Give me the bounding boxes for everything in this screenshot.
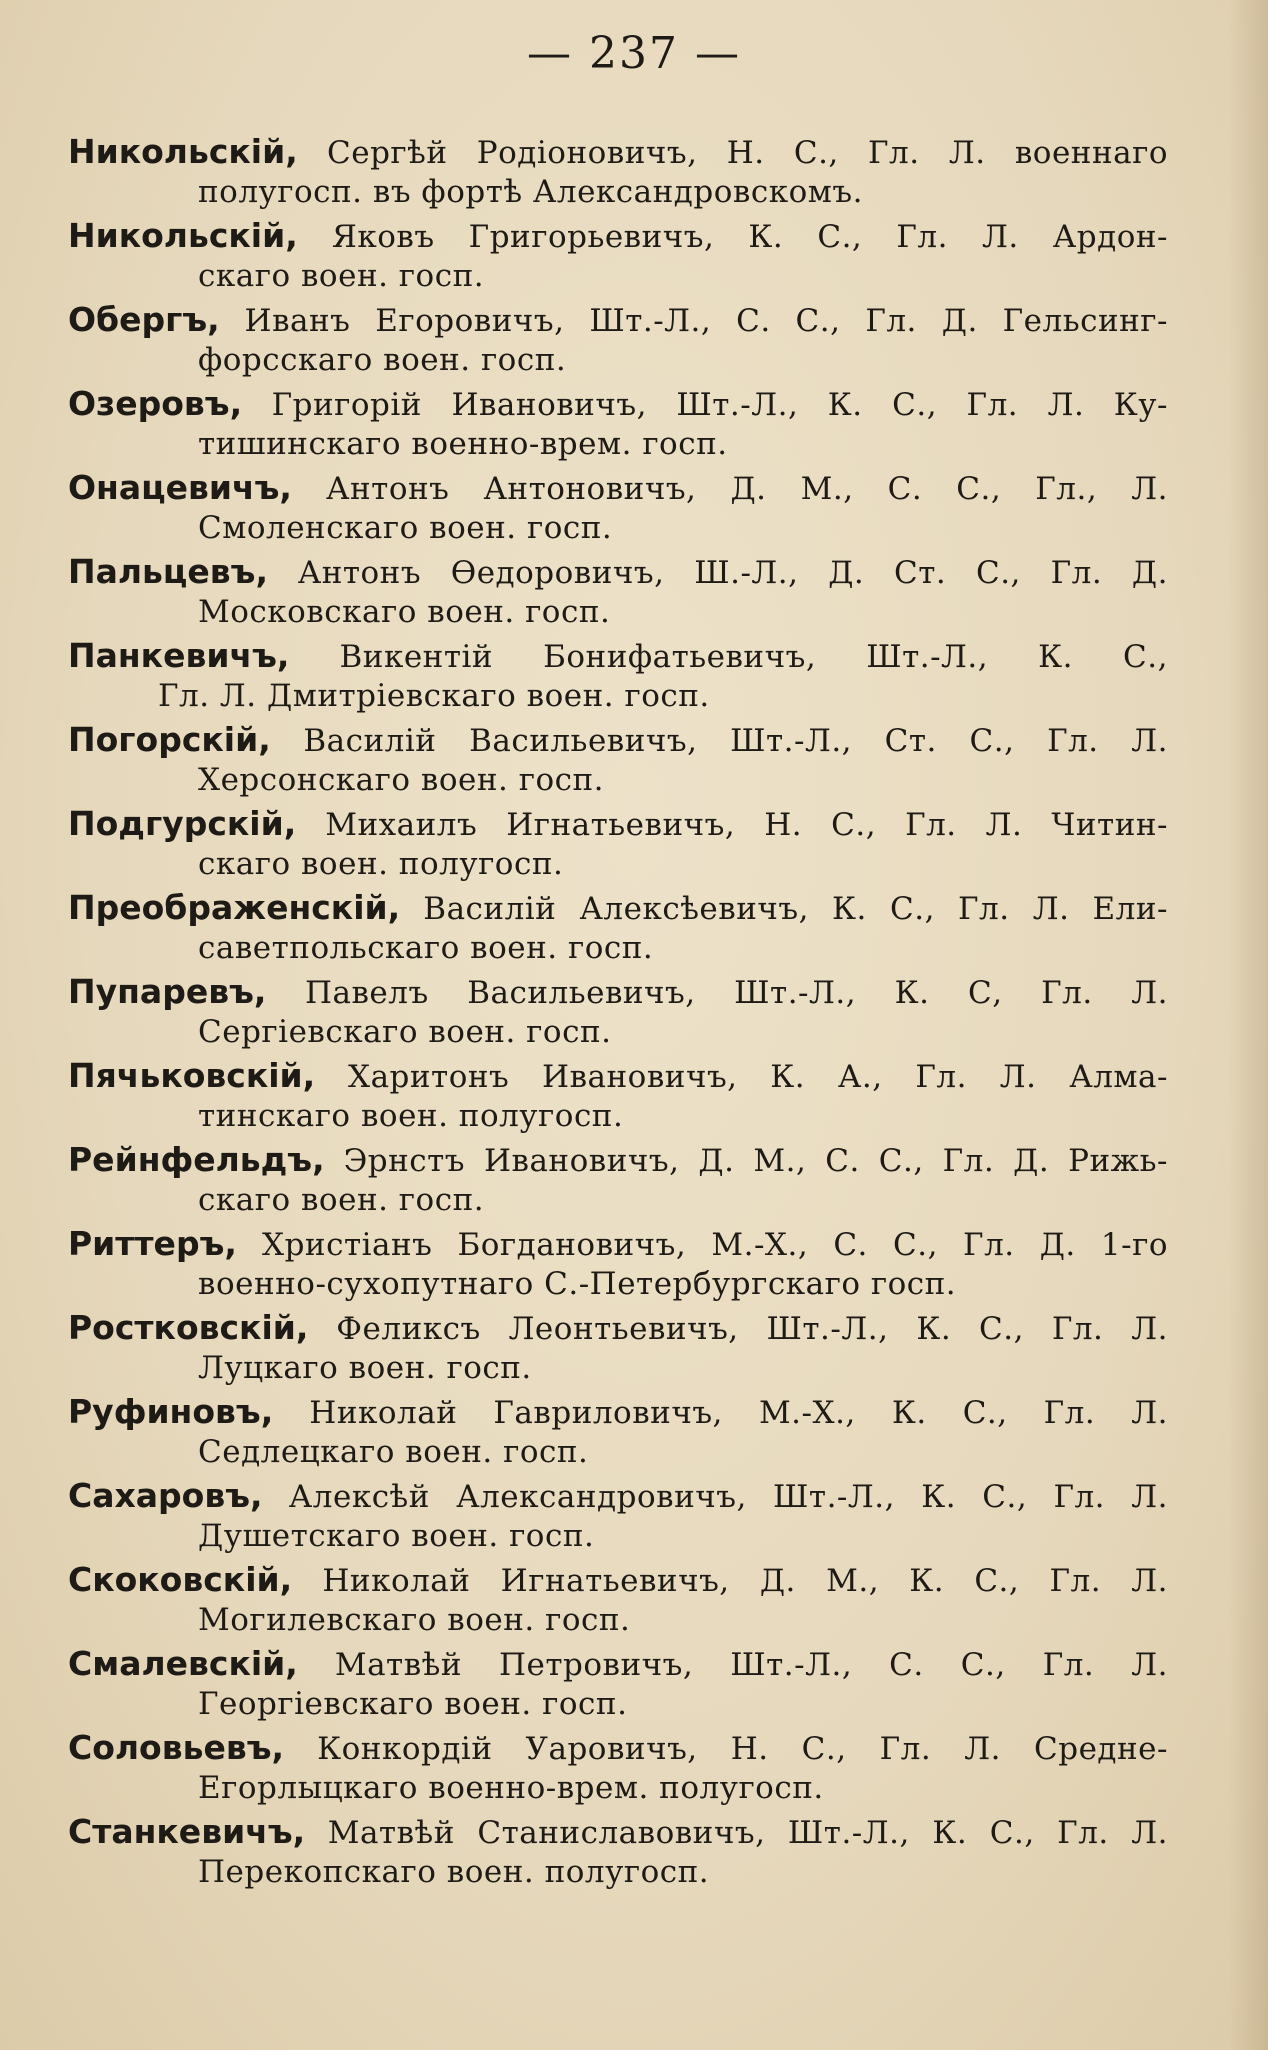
entry-line-1 [68, 1726, 1168, 1770]
surname: Станкевичъ, [68, 1812, 306, 1851]
entry-details: Алексѣй Александровичъ, Шт.-Л., К. С., Гл. Л. [262, 1479, 1168, 1515]
entry-line-1 [68, 718, 1168, 762]
entry-line-1 [68, 1390, 1168, 1434]
surname: Риттеръ, [68, 1224, 237, 1263]
entry-line-1 [68, 886, 1168, 930]
entry-line-1 [68, 466, 1168, 510]
entry-line-2: Херсонскаго воен. госп. [198, 762, 605, 798]
surname: Соловьевъ, [68, 1728, 285, 1767]
entry-details: Василій Алексѣевичъ, К. С., Гл. Л. Ели- [400, 891, 1168, 927]
entry-details: Николай Игнатьевичъ, Д. М., К. С., Гл. Л. [292, 1563, 1168, 1599]
entry-line-1 [68, 1222, 1168, 1266]
entry-line-2: Егорлыцкаго военно-врем. полугосп. [198, 1770, 824, 1806]
entry-line-2: Георгіевскаго воен. госп. [198, 1686, 628, 1722]
entry-line-2: тинскаго воен. полугосп. [198, 1098, 624, 1134]
surname: Обергъ, [68, 300, 220, 339]
entry-line-2: полугосп. въ фортѣ Александровскомъ. [198, 174, 863, 210]
entry-line-1 [68, 1642, 1168, 1686]
entry-details: Василій Васильевичъ, Шт.-Л., Ст. С., Гл. Л. [270, 723, 1168, 759]
entry-details: Иванъ Егоровичъ, Шт.-Л., С. С., Гл. Д. Гельсинг- [219, 303, 1168, 339]
entry-details: Антонъ Өедоровичъ, Ш.-Л., Д. Ст. С., Гл. Д. [267, 555, 1168, 591]
entry-line-2: Смоленскаго воен. госп. [198, 510, 613, 546]
page-number: — 237 — [527, 28, 741, 79]
entry-line-1 [68, 130, 1168, 174]
entry-line-1 [68, 214, 1168, 258]
surname: Подгурскій, [68, 804, 297, 843]
entry-line-1 [68, 1558, 1168, 1602]
surname: Никольскій, [68, 132, 298, 171]
entry-details: Антонъ Антоновичъ, Д. М., С. С., Гл., Л. [291, 471, 1168, 507]
entry-line-2: Могилевскаго воен. госп. [198, 1602, 631, 1638]
entry-line-2: скаго воен. госп. [198, 1182, 485, 1218]
entry-line-1 [68, 550, 1168, 594]
entry-line-2: скаго воен. полугосп. [198, 846, 564, 882]
entry-line-1 [68, 1306, 1168, 1350]
surname: Сахаровъ, [68, 1476, 263, 1515]
entry-details: Николай Гавриловичъ, М.-Х., К. С., Гл. Л. [273, 1395, 1168, 1431]
entry-line-2: Луцкаго воен. госп. [198, 1350, 532, 1386]
entry-details: Харитонъ Ивановичъ, К. А., Гл. Л. Алма- [315, 1059, 1168, 1095]
entry-line-1 [68, 1138, 1168, 1182]
surname: Пячьковскій, [68, 1056, 316, 1095]
entry-line-2: Душетскаго воен. госп. [198, 1518, 595, 1554]
entry-line-1 [68, 802, 1168, 846]
entry-line-1 [68, 634, 1168, 678]
entry-line-1 [68, 1810, 1168, 1854]
entry-line-1 [68, 970, 1168, 1014]
entry-details: Эрнстъ Ивановичъ, Д. М., С. С., Гл. Д. Рижь- [324, 1143, 1168, 1179]
entry-line-2: военно-сухопутнаго С.-Петербургскаго госп. [198, 1266, 957, 1302]
surname: Скоковскій, [68, 1560, 293, 1599]
entry-details: Яковъ Григорьевичъ, К. С., Гл. Л. Ардон- [297, 219, 1168, 255]
entry-line-2: тишинскаго военно-врем. госп. [198, 426, 728, 462]
entry-details: Матвѣй Станиславовичъ, Шт.-Л., К. С., Гл. Л. [305, 1815, 1168, 1851]
entry-line-2: Перекопскаго воен. полугосп. [198, 1854, 710, 1890]
entry-line-1 [68, 1474, 1168, 1518]
surname: Руфиновъ, [68, 1392, 274, 1431]
surname: Озеровъ, [68, 384, 243, 423]
surname: Преображенскій, [68, 888, 401, 927]
surname: Онацевичъ, [68, 468, 292, 507]
surname: Смалевскій, [68, 1644, 298, 1683]
entry-line-2: Гл. Л. Дмитріевскаго воен. госп. [158, 678, 710, 714]
entry-line-2: Седлецкаго воен. госп. [198, 1434, 589, 1470]
surname: Погорскій, [68, 720, 271, 759]
entry-details: Викентій Бонифатьевичъ, Шт.-Л., К. С., [289, 639, 1168, 675]
entry-line-1 [68, 298, 1168, 342]
entry-details: Григорій Ивановичъ, Шт.-Л., К. С., Гл. Л. Ку- [242, 387, 1168, 423]
page-gutter-shadow [1228, 0, 1268, 2050]
entry-details: Павелъ Васильевичъ, Шт.-Л., К. С, Гл. Л. [266, 975, 1168, 1011]
surname: Пальцевъ, [68, 552, 268, 591]
surname: Ростковскій, [68, 1308, 309, 1347]
surname: Панкевичъ, [68, 636, 290, 675]
surname: Рейнфельдъ, [68, 1140, 325, 1179]
entry-line-2: саветпольскаго воен. госп. [198, 930, 654, 966]
surname: Пупаревъ, [68, 972, 267, 1011]
entry-details: Феликсъ Леонтьевичъ, Шт.-Л., К. С., Гл. Л. [308, 1311, 1168, 1347]
entry-line-2: Московскаго воен. госп. [198, 594, 611, 630]
entry-line-2: Сергіевскаго воен. госп. [198, 1014, 612, 1050]
entry-line-2: скаго воен. госп. [198, 258, 485, 294]
entry-details: Матвѣй Петровичъ, Шт.-Л., С. С., Гл. Л. [297, 1647, 1168, 1683]
entry-line-1 [68, 382, 1168, 426]
entry-line-2: форсскаго воен. госп. [198, 342, 567, 378]
surname: Никольскій, [68, 216, 298, 255]
entry-details: Михаилъ Игнатьевичъ, Н. С., Гл. Л. Читин- [296, 807, 1168, 843]
entry-details: Конкордій Уаровичъ, Н. С., Гл. Л. Средне- [284, 1731, 1168, 1767]
entry-line-1 [68, 1054, 1168, 1098]
entry-details: Христіанъ Богдановичъ, М.-Х., С. С., Гл. Д. 1-го [236, 1227, 1168, 1263]
entry-details: Сергѣй Родіоновичъ, Н. С., Гл. Л. военнаго [297, 135, 1168, 171]
